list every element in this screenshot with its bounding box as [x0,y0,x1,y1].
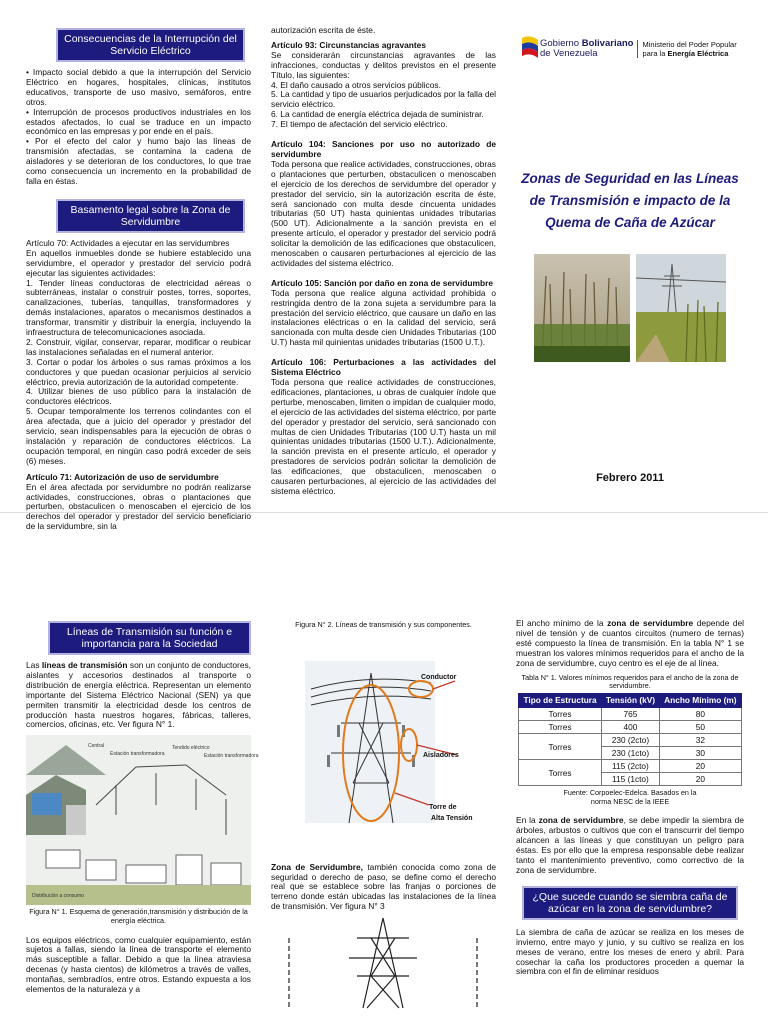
consequence-2: • Interrupción de procesos productivos industriales en los estados afectados, lo cual se traduce en un impacto económico en las empresas y por ende en el país. [26,106,251,137]
minimum-width-text: El ancho mínimo de la zona de servidumbre depende del nivel de tensión y de cuantos circuitos (numero de ternas) esté compuesto la línea de transmisión. En la tabla N° 1 se muestran los valores mínimos requeridos para el ancho de la zona de servidumbre, cuyo centro es el eje de al línea. [516,618,745,668]
figure-3-tower-drawing [271,918,496,1008]
publication-date: Febrero 2011 [596,472,664,484]
article-93-item-6: 6. La cantidad de energía eléctrica dejada de suministrar. [271,109,484,120]
label-conductor: Conductor [421,673,457,681]
column-cover [516,0,744,512]
column-law-articles [271,0,496,512]
transmission-tower-photo [636,254,726,362]
table-source: Fuente: Corpoelec-Edelca. Basados en la norma NESC de la IEEE [563,788,697,806]
failures-text: Los equipos eléctricos, como cualquier equipamiento, están sujetos a fallas, siendo la línea de transporte el elemento más susceptible a fallar. Debido a que la línea atraviesa decenas (y hasta cientos) de kilómetros a través de valles, montañas, sembradíos, entre otros. Estando expuesta a los elementos de la naturaleza y a [26,934,251,995]
article-70-title: Artículo 70: Actividades a ejecutar en las servidumbres [26,237,230,248]
article-71-text: En el área afectada por servidumbre no podrán realizarse actividades, construcciones, obras o plantaciones que perturben, obstaculicen o menoscaben el ejercicio de los derechos del operador y prestador del servicio beneficiario de la servidumbre, sin la [26,481,251,532]
column-consequences [26,0,251,532]
fig1-label-central: Central [88,743,105,750]
consequence-1: • Impacto social debido a que la interrupción del Servicio Eléctrico en hogares, hospitales, clínicas, institutos educativos, transporte de uso masivo, semáforos, entre otros. [26,67,251,107]
servitude-zone-definition: Zona de Servidumbre, también conocida como zona de seguridad o derecho de paso, se define como el derecho real que se establece sobre las franjas o porciones de terreno donde están ubicadas las instalaciones de la línea de transmisión. Ver figura N° 3 [271,861,496,912]
article-93-title: Artículo 93: Circunstancias agravantes [271,39,426,50]
sugarcane-text: La siembra de caña de azúcar se realiza en los meses de invierno, entre mayo y junio, y su cultivo se realiza en los meses de verano, entre los meses de enero y abril. Para cosechar la caña los productores proceden a quemar la siembra con el fin de eliminar residuos [516,926,744,977]
article-70-item-2: 2. Construir, vigilar, conservar, reparar, modificar o reubicar las instalaciones señaladas en el numeral anterior. [26,336,251,357]
article-70-item-5: 5. Ocupar temporalmente los terrenos colindantes con el área afectada, que a juicio del operador y prestador del servicio, sean indispensables para la ejecución de obras o instalación y reparación de conductores eléctricos. La ocupación temporal, en ningún caso podrá exceder de seis (6) meses. [26,406,251,466]
article-105-text: Toda persona que realice alguna actividad prohibida o restringida dentro de la zona sujeta a servidumbre para la prestación del servicio eléctrico, que causare un daño en las instalaciones eléctricas o en la calidad del servicio, será sancionada con multa desde cien Unidades Tributarias (100 U.T) hasta mil quinientas unidades tributarias (1500 U.T.). [271,287,496,348]
article-93-item-7: 7. El tiempo de afectación del servicio eléctrico. [271,119,448,130]
article-70-item-1: 1. Tender líneas conductoras de electricidad aéreas o subterráneas, instalar o construir postes, torres, soportes, canalizaciones, tuberías, tanquillas, transformadores y demás instalaciones, aparatos o mecanismos destinados a transformar, transmitir y distribuir la energía, incluyendo la infraestructura de telecomunicaciones asociada. [26,277,251,338]
fig1-label-line: Tendido eléctrico [172,745,210,752]
article-93-item-4: 4. El daño causado a otros servicios públicos. [271,79,441,90]
heading-transmission-lines: Líneas de Transmisión su función e importancia para la Sociedad [48,621,251,655]
label-insulators: Aisladores [423,751,459,759]
table-row: 115 (1cto) 20 [519,773,742,786]
figure-2-caption: Figura N° 2. Líneas de transmisión y sus componentes. [295,620,472,629]
article-105-title: Artículo 105: Sanción por daño en zona de servidumbre [271,277,493,288]
article-93-intro: Se considerarán circunstancias agravantes de las infracciones, conductas y delitos previstos en el presente Título, las siguientes: [271,49,496,80]
ministry-name: Ministerio del Poder Popular para la Energía Eléctrica [637,40,736,58]
brochure-inside [0,512,768,1024]
article-70-intro: En aquellos inmuebles donde se hubiere establecido una servidumbre, el operador y prestador del servicio podrá ejecutar las siguientes actividades: [26,247,251,278]
table-header-width: Ancho Mínimo (m) [659,693,741,708]
label-tower-2: Alta Tensión [431,814,473,822]
article-71-title: Artículo 71: Autorización de uso de servidumbre [26,471,219,482]
heading-legal-basis: Basamento legal sobre la Zona de Servidumbre [56,199,245,233]
fig1-label-station-2: Estación transformadora [204,753,259,760]
article-93-item-5: 5. La cantidad y tipo de usuarios perjudicados por la falla del servicio eléctrico. [271,89,496,110]
consequence-3: • Por el efecto del calor y humo bajo las líneas de transmisión afectadas, se contamina la cadena de aisladores y se deterioran de los conductores, lo que trae como consecuencia un incremento en la probabilidad de falla en éstas. [26,136,251,186]
table-row: Torres 765 80 [519,708,742,721]
table-1-caption: Tabla N° 1. Valores mínimos requeridos para el ancho de la zona de servidumbre. [521,672,739,691]
article-106-title: Artículo 106: Perturbaciones a las actividades del Sistema Eléctrico [271,357,496,378]
transmission-intro: Las líneas de transmisión son un conjunto de conductores, aislantes y accesorios destinados al transporte o distribución de energía eléctrica. Representan un elemento importante del Sistema Eléctrico Nacional (SEN) ya que permiten transmitir la electricidad desde los centros de producción hasta nuestros hogares, fábricas, talleres, comercios, oficinas, etc. Ver figura N° 1. [26,660,251,730]
figure-1-energy-scheme [26,735,259,905]
table-row: Torres 230 (2cto) 32 [519,734,742,747]
article-104-title: Artículo 104: Sanciones por uso no autorizado de servidumbre [271,139,496,159]
table-row: Torres 115 (2cto) 20 [519,760,742,773]
article-104-text: Toda persona que realice actividades, construcciones, obras o plantaciones que perturben, obstaculicen o menoscaben el ejercicio de los derechos de servidumbre del operador y prestador del servicio, sin la autorización escrita de éste, será sancionado con multa desde cincuenta unidades tributarias (50 UT) hasta quinientas unidades tributarias (500 UT). Adicionalmente a la sanción prevista en el presente artículo, el operador y prestador del servicio podrá solicitar la demolición de las edificaciones que obstaculicen, menoscaben o causaren perturbaciones al ejercicio de las actividades del sistema eléctrico. [271,158,496,268]
table-row: Torres 400 50 [519,721,742,734]
article-70-item-4: 4. Utilizar bienes de uso público para la instalación de conductores eléctricos. [26,386,251,407]
government-logo [520,34,744,64]
column-transmission-lines [26,513,259,1024]
figure-2-transmission-components [271,633,496,823]
table-row: 230 (1cto) 30 [519,747,742,760]
label-tower-1: Torre de [429,803,457,811]
heading-consequences: Consecuencias de la Interrupción del Servicio Eléctrico [56,28,245,62]
article-70-item-3: 3. Cortar o podar los árboles o sus ramas próximos a los conductores y que puedan ocasionar perjuicios al servicio eléctrico, previa autorización de la autoridad competente. [26,356,251,387]
zone-maintenance-text: En la zona de servidumbre, se debe impedir la siembra de árboles, arbustos o cultivos que con el transcurrir del tiempo alcancen a las líneas y que constituyan un peligro para éstas. Es por ello que la empresa responsable debe realizar tanto el mantenimiento preventivo, como correctivo de la zona de servidumbre. [516,815,744,875]
figure-1-caption: Figura N° 1. Esquema de generación,transmisión y distribución de la energía eléctrica. [29,907,248,925]
minimum-width-table [518,693,742,787]
column-width-table [516,513,744,1024]
article-71-continuation: autorización escrita de éste. [271,25,376,35]
article-106-text: Toda persona que realice actividades de construcciones, edificaciones, plantaciones, u obras de cualquier índole que perturbe, menoscaben, limiten o impidan de cualquier modo, el ejercicio de las actividades del sistema eléctrico, por parte del operador y prestador del servicio, será sancionado con multas de cien Unidades Tributarias (100 U.T) hasta un mil quinientas unidades tributarias (1500 U.T.). Adicionalmente, la sanción prevista en el presente artículo, el operador y prestadores de servicios podrán solicitar la demolición de las edificaciones, que obstaculicen, menoscaben o causaren perturbaciones, al ejercicio de las actividades del sistema eléctrico. [271,377,496,496]
venezuela-flag-icon [520,34,540,64]
fig1-label-distribution: Distribución a consumo [32,893,84,900]
cover-photos [516,254,744,362]
column-servitude-zone [271,513,496,1024]
cover-title: Zonas de Seguridad en las Líneas de Transmisión e impacto de la Quema de Caña de Azúcar [521,171,739,230]
fig1-label-station-1: Estación transformadora [110,751,165,758]
table-header-structure: Tipo de Estructura [519,693,602,708]
heading-sugarcane: ¿Que sucede cuando se siembra caña de azúcar en la zona de servidumbre? [522,886,738,920]
table-header-voltage: Tensión (kV) [602,693,660,708]
sugarcane-field-photo [534,254,630,362]
government-name: Gobierno Bolivariano de Venezuela [540,38,634,59]
